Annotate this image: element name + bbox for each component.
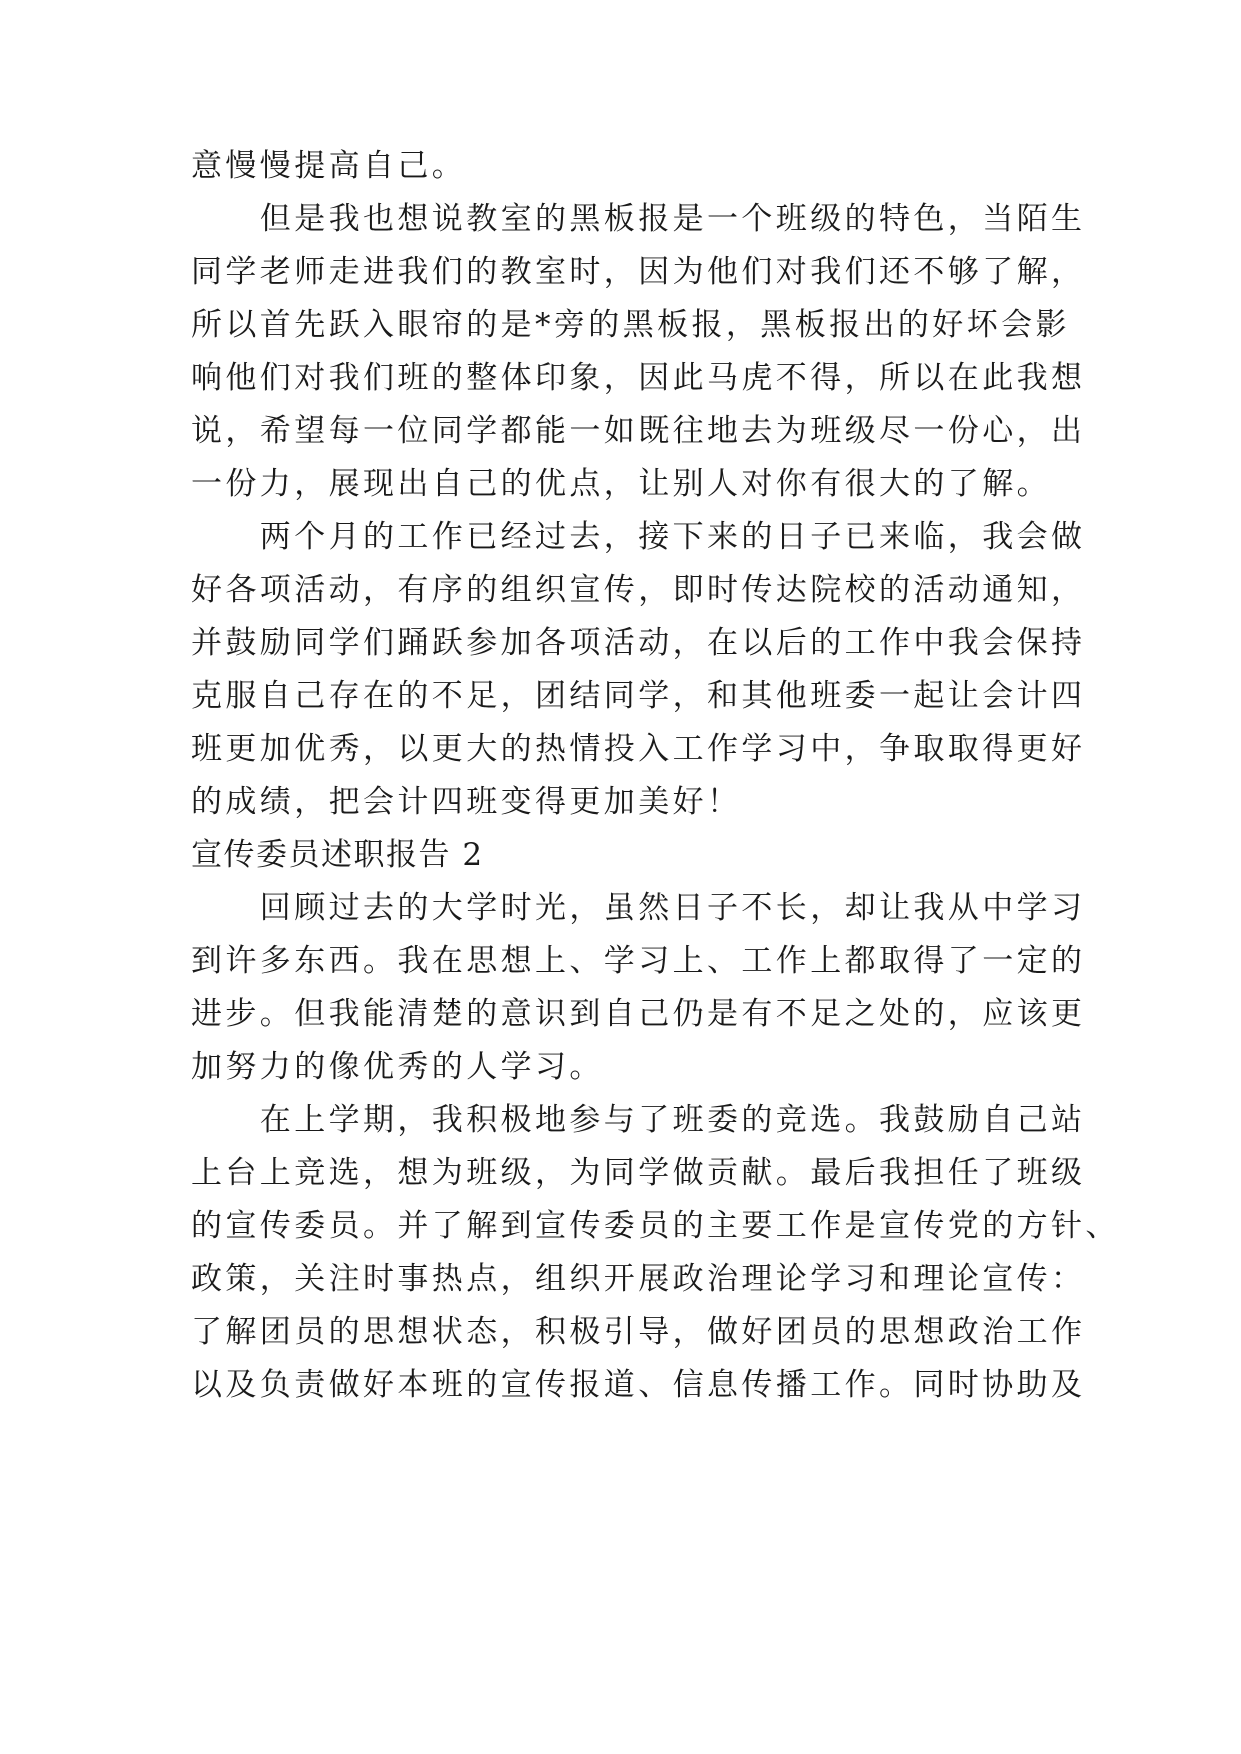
paragraph-start: 两个月的工作已经过去，接下来的日子已来临，我会做: [191, 519, 1086, 555]
text-line: 好各项活动，有序的组织宣传，即时传达院校的活动通知，: [191, 572, 1086, 608]
text-line: 克服自己存在的不足，团结同学，和其他班委一起让会计四: [191, 678, 1086, 714]
text-line: 了解团员的思想状态，积极引导，做好团员的思想政治工作: [191, 1314, 1086, 1350]
text-line: 到许多东西。我在思想上、学习上、工作上都取得了一定的: [191, 943, 1086, 979]
text-line: 意慢慢提高自己。: [191, 148, 467, 184]
text-line: 一份力，展现出自己的优点，让别人对你有很大的了解。: [191, 466, 1051, 502]
paragraph-start: 但是我也想说教室的黑板报是一个班级的特色，当陌生: [191, 201, 1086, 237]
text-line: 说，希望每一位同学都能一如既往地去为班级尽一份心，出: [191, 413, 1086, 449]
section-heading: 宣传委员述职报告 2: [191, 837, 484, 873]
paragraph-start: 回顾过去的大学时光，虽然日子不长，却让我从中学习: [191, 890, 1086, 926]
text-line: 的成绩，把会计四班变得更加美好！: [191, 784, 742, 820]
text-line: 进步。但我能清楚的意识到自己仍是有不足之处的，应该更: [191, 996, 1086, 1032]
text-line: 并鼓励同学们踊跃参加各项活动，在以后的工作中我会保持: [191, 625, 1086, 661]
text-line: 加努力的像优秀的人学习。: [191, 1049, 604, 1085]
text-line: 的宣传委员。并了解到宣传委员的主要工作是宣传党的方针、: [191, 1208, 1120, 1244]
text-line: 政策，关注时事热点，组织开展政治理论学习和理论宣传：: [191, 1261, 1086, 1297]
text-line: 班更加优秀，以更大的热情投入工作学习中，争取取得更好: [191, 731, 1086, 767]
paragraph-start: 在上学期，我积极地参与了班委的竞选。我鼓励自己站: [191, 1102, 1086, 1138]
text-line: 上台上竞选，想为班级，为同学做贡献。最后我担任了班级: [191, 1155, 1086, 1191]
text-line: 同学老师走进我们的教室时，因为他们对我们还不够了解，: [191, 254, 1086, 290]
text-line: 以及负责做好本班的宣传报道、信息传播工作。同时协助及: [191, 1367, 1086, 1403]
text-line: 所以首先跃入眼帘的是*旁的黑板报，黑板报出的好坏会影: [191, 307, 1070, 343]
text-line: 响他们对我们班的整体印象，因此马虎不得，所以在此我想: [191, 360, 1086, 396]
